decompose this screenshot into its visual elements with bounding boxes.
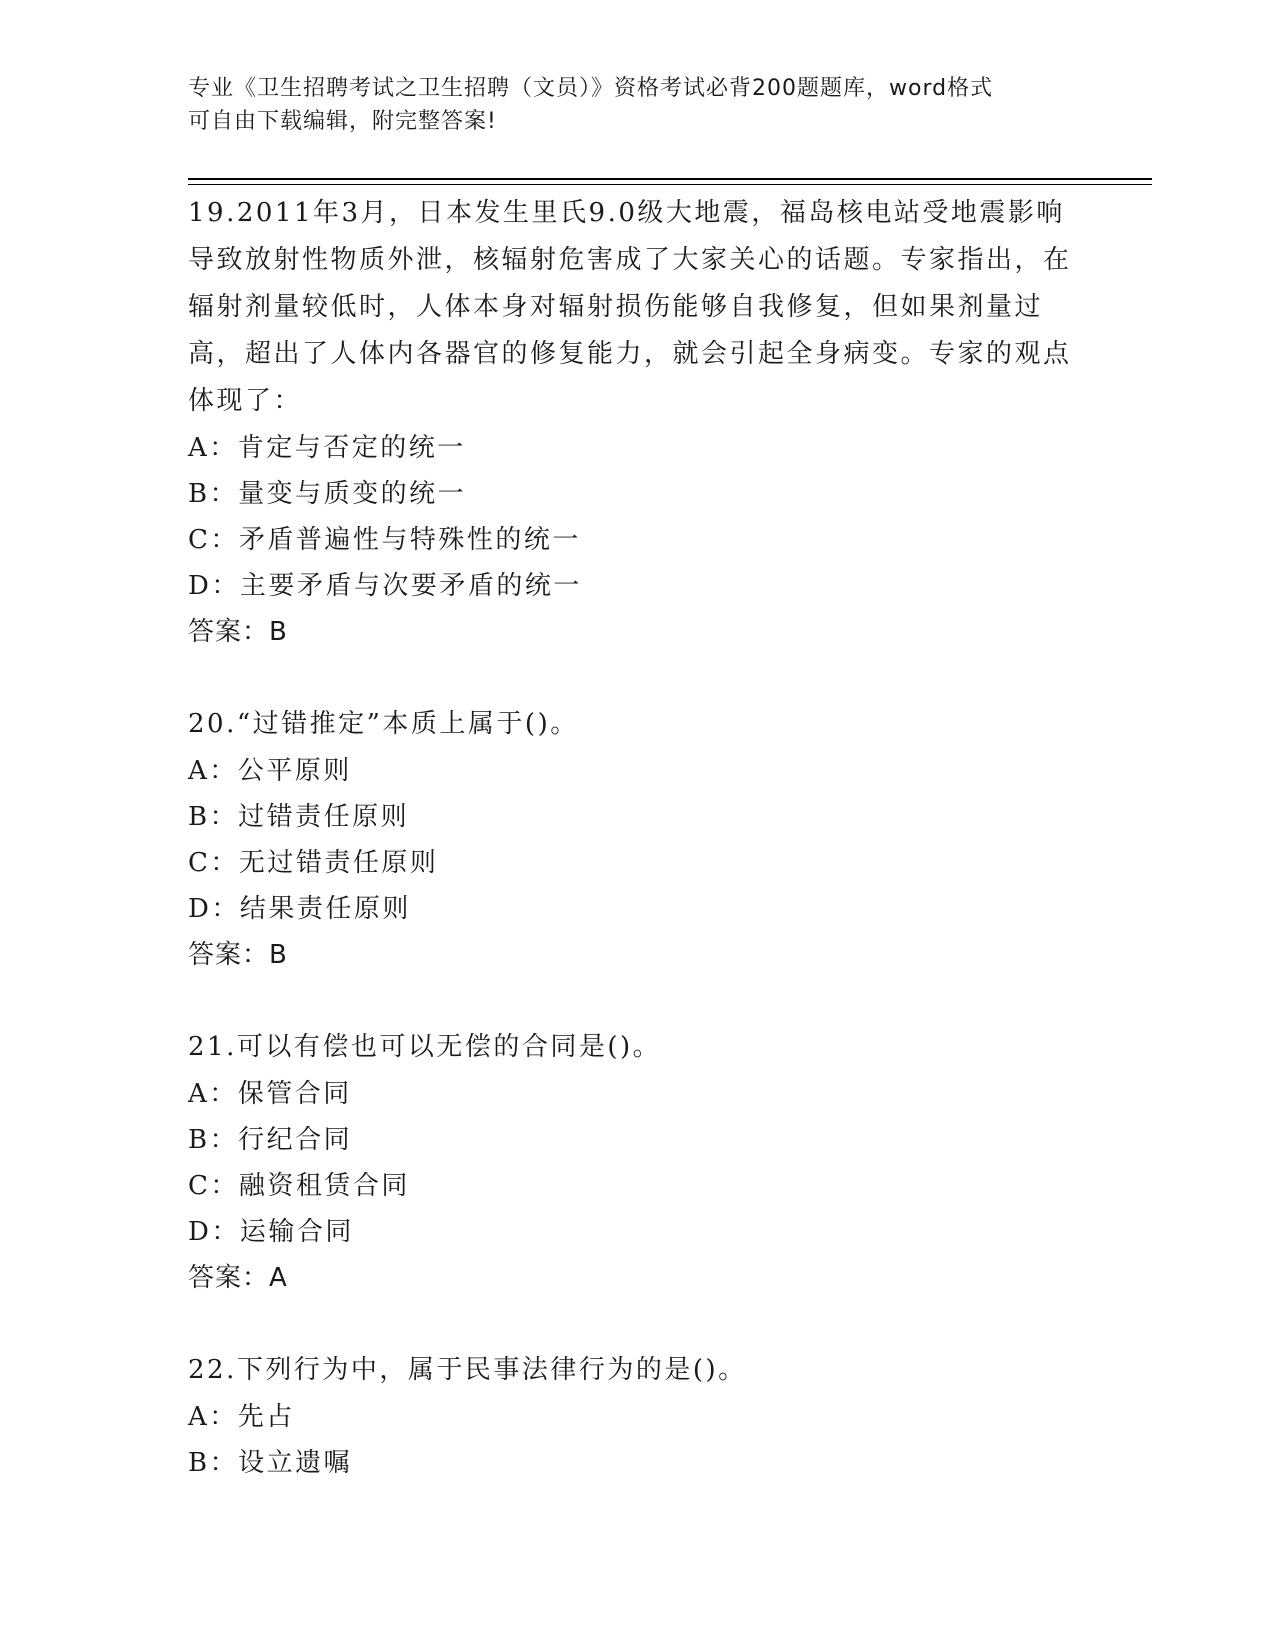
header-line-1: 专业《卫生招聘考试之卫生招聘（文员）》资格考试必背200题题库，word格式 xyxy=(188,76,994,101)
question-list xyxy=(188,190,1088,1532)
header-line-2: 可自由下载编辑，附完整答案! xyxy=(188,109,497,134)
option-a: A：先占 xyxy=(188,1402,295,1432)
question-stem: 19.2011年3月，日本发生里氏9.0级大地震，福岛核电站受地震影响导致放射性物质外泄，核辐射危害成了大家关心的话题。专家指出，在辐射剂量较低时，人体本身对辐射损伤能够自我修复，但如果剂量过高，超出了人体内各器官的修复能力，就会引起全身病变。专家的观点体现了： xyxy=(188,198,1072,416)
answer: 答案：B xyxy=(188,940,288,970)
question-22 xyxy=(188,1347,1088,1486)
option-a: A：公平原则 xyxy=(188,756,352,786)
option-a: A：保管合同 xyxy=(188,1079,352,1109)
option-d: D：运输合同 xyxy=(188,1217,354,1247)
answer: 答案：B xyxy=(188,617,288,647)
option-c: C：无过错责任原则 xyxy=(188,848,439,878)
question-19 xyxy=(188,190,1088,655)
question-21 xyxy=(188,1024,1088,1301)
option-b: B：行纪合同 xyxy=(188,1125,353,1155)
option-a: A：肯定与否定的统一 xyxy=(188,433,466,463)
option-b: B：量变与质变的统一 xyxy=(188,479,467,509)
header-divider-thick xyxy=(188,178,1152,180)
option-b: B：设立遗嘱 xyxy=(188,1448,353,1478)
header-divider-thin xyxy=(188,184,1152,185)
option-d: D：主要矛盾与次要矛盾的统一 xyxy=(188,571,582,601)
option-b: B：过错责任原则 xyxy=(188,802,410,832)
document-header xyxy=(188,72,1088,138)
question-stem: 22.下列行为中，属于民事法律行为的是()。 xyxy=(188,1355,747,1385)
question-stem: 20.“过错推定”本质上属于()。 xyxy=(188,709,579,739)
question-stem: 21.可以有偿也可以无偿的合同是()。 xyxy=(188,1032,662,1062)
option-d: D：结果责任原则 xyxy=(188,894,411,924)
answer: 答案：A xyxy=(188,1263,288,1293)
question-20 xyxy=(188,701,1088,978)
option-c: C：矛盾普遍性与特殊性的统一 xyxy=(188,525,581,555)
option-c: C：融资租赁合同 xyxy=(188,1171,410,1201)
